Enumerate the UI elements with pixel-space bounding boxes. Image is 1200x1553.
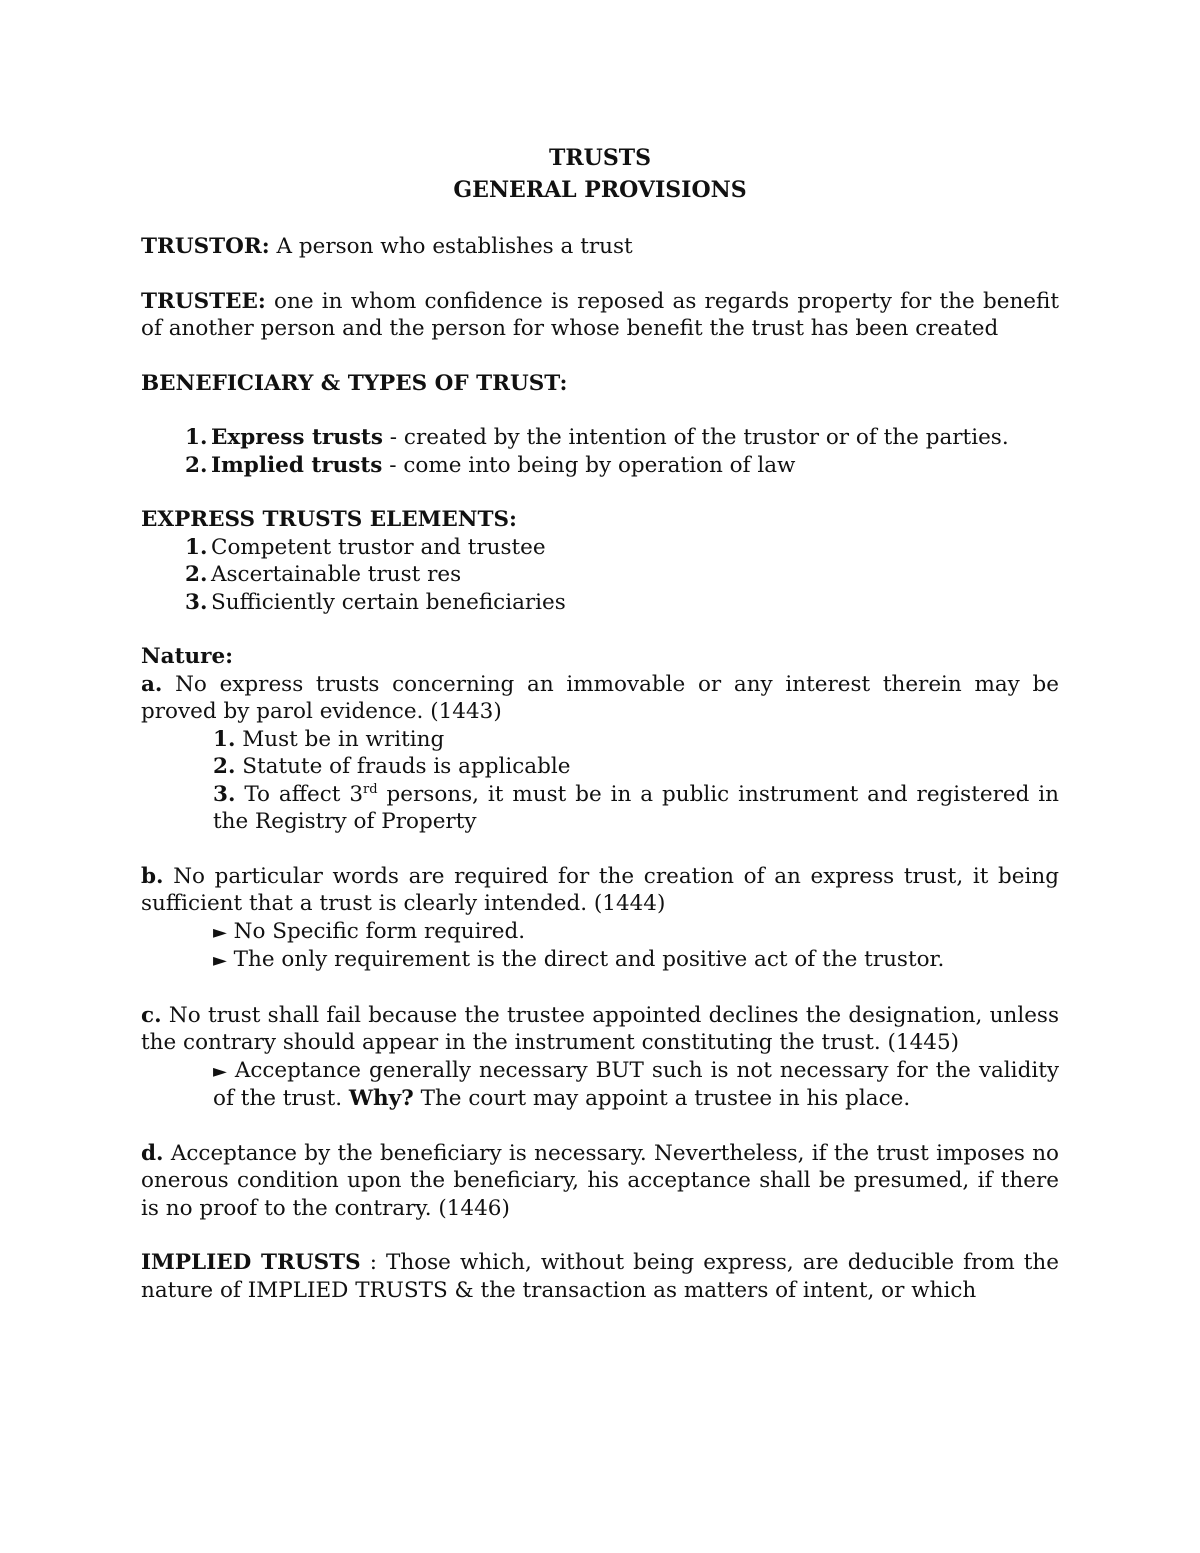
nature-b-bullets (141, 918, 1059, 975)
item-number: 1. (213, 726, 236, 752)
beneficiary-heading: BENEFICIARY & TYPES OF TRUST: (141, 370, 568, 396)
type-term: Express trusts (211, 425, 383, 450)
item-number: 3. (213, 781, 236, 807)
list-item (213, 753, 1059, 781)
nature-d-label: d. (141, 1140, 164, 1166)
item-text: Must be in writing (235, 726, 445, 752)
list-item (213, 726, 1059, 754)
list-item (185, 534, 1059, 562)
list-item (213, 1057, 1059, 1113)
type-term: Implied trusts (211, 452, 383, 478)
trustor-text: A person who establishes a trust (269, 234, 633, 259)
bullet-text: Acceptance generally necessary BUT such is not necessary for the validity of the trust. (213, 1057, 1059, 1111)
nature-d-paragraph (141, 1140, 1059, 1223)
element-text: Sufficiently certain beneficiaries (211, 589, 566, 615)
item-number: 1. (185, 425, 208, 450)
nature-a-text: No express trusts concerning an immovable or any interest therein may be proved by parol evidence. (1443) (141, 671, 1059, 724)
nature-c-paragraph (141, 1002, 1059, 1057)
item-number: 3. (185, 589, 208, 615)
nature-a-label: a. (141, 671, 163, 697)
list-item (213, 781, 1059, 836)
element-text: Ascertainable trust res (211, 562, 462, 587)
bullet-text: The court may appoint a trustee in his place. (413, 1086, 911, 1111)
item-text: To affect 3 (235, 781, 364, 807)
bullet-text: No Specific form required. (226, 918, 526, 944)
element-text: Competent trustor and trustee (211, 534, 546, 560)
list-item (213, 918, 1059, 947)
type-text: - come into being by operation of law (382, 452, 796, 478)
nature-b-label: b. (141, 863, 164, 889)
list-item (185, 561, 1059, 589)
bullet-text: The only requirement is the direct and positive act of the trustor. (226, 947, 945, 972)
trustor-term: TRUSTOR: (141, 234, 270, 259)
item-number: 2. (185, 452, 208, 478)
nature-a-items (141, 726, 1059, 836)
nature-b-text: No particular words are required for the creation of an express trust, it being sufficient that a trust is clearly intended. (1444) (141, 863, 1059, 916)
nature-c-text: No trust shall fail because the trustee appointed declines the designation, unless the contrary should appear in the instrument constituting the trust. (1445) (141, 1002, 1059, 1055)
trustee-text: one in whom confidence is reposed as regards property for the benefit of another person and the person for whose benefit the trust has been created (141, 288, 1059, 341)
nature-b-paragraph (141, 863, 1059, 918)
arrow-bullet-icon: ► (213, 1060, 227, 1082)
page-title: TRUSTS (549, 145, 651, 171)
types-list (141, 424, 1059, 479)
item-number: 2. (213, 754, 236, 779)
list-item (213, 946, 1059, 975)
item-number: 1. (185, 534, 208, 560)
type-text: - created by the intention of the trustor or of the parties. (382, 425, 1009, 450)
nature-heading: Nature: (141, 644, 234, 669)
trustor-definition (141, 233, 1059, 261)
nature-c-bullets (141, 1057, 1059, 1113)
list-item (185, 424, 1059, 452)
nature-c-label: c. (141, 1002, 162, 1028)
arrow-bullet-icon: ► (213, 921, 227, 943)
list-item (185, 452, 1059, 480)
trustee-definition (141, 288, 1059, 343)
elements-heading: EXPRESS TRUSTS ELEMENTS: (141, 507, 517, 532)
nature-d-text: Acceptance by the beneficiary is necessary. Nevertheless, if the trust imposes no onerous condition upon the beneficiary, his acceptance shall be presumed, if there is no proof to the contrary. (1446) (141, 1140, 1059, 1221)
implied-trusts-paragraph (141, 1249, 1059, 1304)
item-number: 2. (185, 562, 208, 587)
item-text: Statute of frauds is applicable (235, 754, 571, 779)
trustee-term: TRUSTEE: (141, 288, 266, 314)
nature-a-paragraph (141, 671, 1059, 726)
arrow-bullet-icon: ► (213, 950, 227, 971)
item-text: persons, it must be in a public instrument and registered in the Registry of Property (213, 781, 1059, 834)
implied-text: : Those which, without being express, are deducible from the nature of IMPLIED TRUSTS & the transaction as matters of intent, or which (141, 1250, 1059, 1303)
implied-term: IMPLIED TRUSTS (141, 1250, 361, 1275)
ordinal-suffix: rd (363, 781, 378, 797)
bullet-emphasis: Why? (348, 1086, 414, 1111)
elements-list (141, 534, 1059, 617)
list-item (185, 589, 1059, 617)
page-subtitle: GENERAL PROVISIONS (453, 177, 747, 203)
